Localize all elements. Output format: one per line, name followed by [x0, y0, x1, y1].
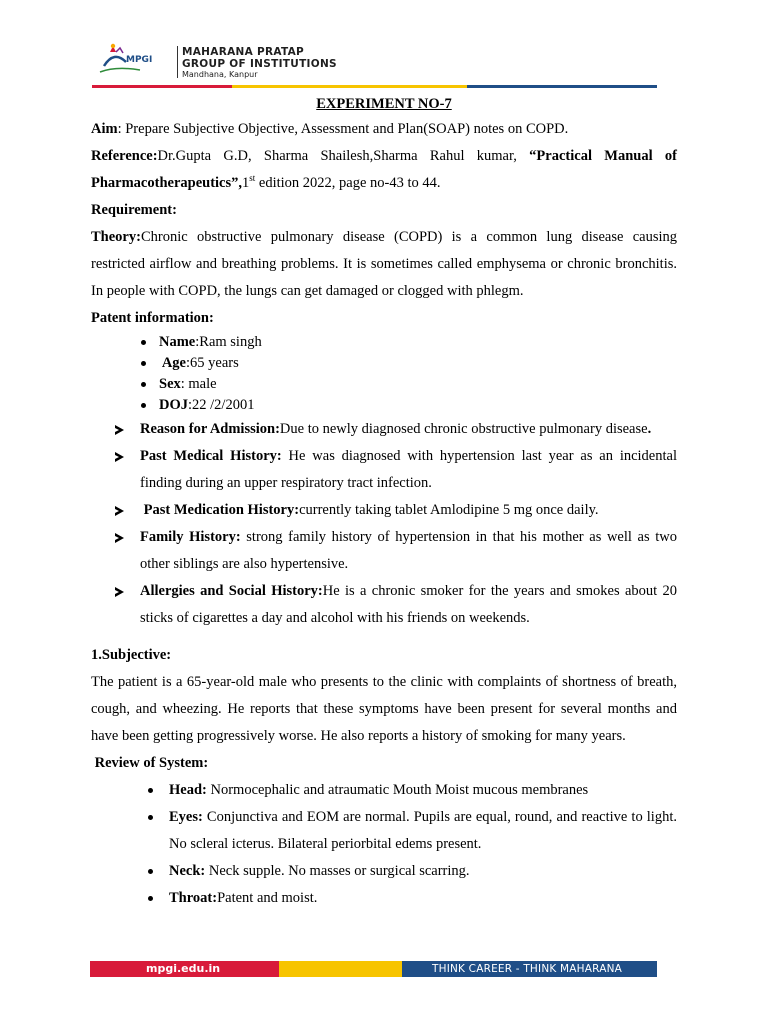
- reference-edition-num: 1: [242, 175, 250, 191]
- header-bar-red: [92, 85, 232, 88]
- reference-label: Reference:: [91, 148, 158, 164]
- list-item: [159, 374, 677, 395]
- subjective-heading: [91, 642, 677, 669]
- patient-field-label: Name: [159, 334, 196, 350]
- reference-authors: Dr.Gupta G.D, Sharma Shailesh,Sharma Rahul kumar,: [157, 148, 530, 164]
- aim-text: : Prepare Subjective Objective, Assessment and Plan(SOAP) notes on COPD.: [117, 121, 569, 137]
- review-label-item: Eyes:: [169, 809, 203, 825]
- list-item: [169, 804, 677, 858]
- arrow-bullet-icon: [115, 452, 124, 462]
- aim-paragraph: [91, 116, 677, 143]
- reference-paragraph: [91, 143, 677, 197]
- logo-divider: [177, 46, 178, 78]
- arrow-bullet-icon: [115, 587, 124, 597]
- review-label-item: Neck:: [169, 863, 206, 879]
- review-label: Review of System:: [91, 755, 209, 771]
- review-of-system-list: [91, 777, 677, 912]
- list-item: [169, 858, 677, 885]
- patient-info-list: [91, 332, 677, 416]
- institution-name: [182, 46, 337, 70]
- list-item: [159, 332, 677, 353]
- patient-field-label: Sex: [159, 376, 181, 392]
- institution-name-line1: MAHARANA PRATAP: [182, 46, 305, 58]
- patient-info-label: Patent information:: [91, 310, 214, 326]
- reference-book: “Practical Manual of Pharmacotherapeutics”,: [91, 148, 677, 191]
- review-heading: [91, 750, 677, 777]
- history-value: strong family history of hypertension in that his mother as well as two other siblings are also hypertensive.: [140, 529, 677, 572]
- list-item: [140, 578, 677, 632]
- history-label: Allergies and Social History:: [140, 583, 323, 599]
- subjective-paragraph: The patient is a 65-year-old male who presents to the clinic with complaints of shortness of breath, cough, and wheezing. He reports that these symptoms have been present for several months and have been getting progressively worse. He also reports a history of smoking for many years.: [91, 674, 677, 744]
- svg-text:MPGI: MPGI: [126, 55, 153, 65]
- patient-info-heading: [91, 305, 677, 332]
- aim-label: Aim: [91, 121, 118, 137]
- requirement-label: Requirement:: [91, 202, 177, 218]
- history-value: He is a chronic smoker for the years and smokes about 20 sticks of cigarettes a day and alcohol with his friends on weekends.: [140, 583, 677, 626]
- patient-field-value: :Ram singh: [195, 334, 262, 350]
- arrow-bullet-icon: [115, 506, 124, 516]
- review-value: Patent and moist.: [217, 890, 318, 906]
- list-item: [140, 497, 677, 524]
- history-label: Past Medication History:: [140, 502, 300, 518]
- footer-website: mpgi.edu.in: [90, 961, 279, 977]
- theory-paragraph: [91, 224, 677, 305]
- document-body: [91, 94, 677, 912]
- history-label: Reason for Admission:: [140, 421, 280, 437]
- history-tail: .: [647, 421, 652, 437]
- history-label: Family History:: [140, 529, 241, 545]
- review-label-item: Head:: [169, 782, 207, 798]
- history-value: currently taking tablet Amlodipine 5 mg once daily.: [299, 502, 599, 518]
- patient-field-value: :65 years: [185, 355, 239, 371]
- review-value: Normocephalic and atraumatic Mouth Moist mucous membranes: [206, 782, 589, 798]
- reference-edition-sup: st: [249, 173, 256, 184]
- header-color-bar: [92, 85, 657, 88]
- theory-label: Theory:: [91, 229, 141, 245]
- review-label-item: Throat:: [169, 890, 218, 906]
- subjective-label: 1.Subjective:: [91, 647, 172, 663]
- footer-bar: [90, 961, 657, 977]
- institution-logo: [96, 42, 176, 80]
- footer-yellow-band: [279, 961, 402, 977]
- header-bar-yellow: [232, 85, 467, 88]
- footer-slogan: THINK CAREER - THINK MAHARANA: [402, 961, 657, 977]
- patient-field-label: Age: [159, 355, 186, 371]
- list-item: [169, 777, 677, 804]
- arrow-bullet-icon: [115, 425, 124, 435]
- reference-rest: edition 2022, page no-43 to 44.: [255, 175, 441, 191]
- experiment-title: EXPERIMENT NO-7: [316, 96, 452, 112]
- history-value: Due to newly diagnosed chronic obstructive pulmonary disease: [279, 421, 648, 437]
- list-item: [140, 443, 677, 497]
- history-value: He was diagnosed with hypertension last year as an incidental finding during an upper respiratory tract infection.: [140, 448, 677, 491]
- institution-location: Mandhana, Kanpur: [182, 70, 258, 79]
- requirement-heading: [91, 197, 677, 224]
- header-bar-blue: [467, 85, 657, 88]
- review-value: Neck supple. No masses or surgical scarring.: [205, 863, 470, 879]
- arrow-bullet-icon: [115, 533, 124, 543]
- patient-field-value: :22 /2/2001: [188, 397, 255, 413]
- list-item: [159, 353, 677, 374]
- history-list: [91, 416, 677, 632]
- theory-text: Chronic obstructive pulmonary disease (COPD) is a common lung disease causing restricted airflow and breathing problems. It is sometimes called emphysema or chronic bronchitis. In people with COPD, the lungs can get damaged or clogged with phlegm.: [91, 229, 677, 299]
- list-item: [159, 395, 677, 416]
- patient-field-value: : male: [180, 376, 217, 392]
- institution-name-line2: GROUP OF INSTITUTIONS: [182, 58, 337, 70]
- list-item: [140, 524, 677, 578]
- review-value: Conjunctiva and EOM are normal. Pupils are equal, round, and reactive to light. No scleral icterus. Bilateral periorbital edems present.: [169, 809, 677, 852]
- list-item: [140, 416, 677, 443]
- history-label: Past Medical History:: [140, 448, 282, 464]
- list-item: [169, 885, 677, 912]
- patient-field-label: DOJ: [159, 397, 188, 413]
